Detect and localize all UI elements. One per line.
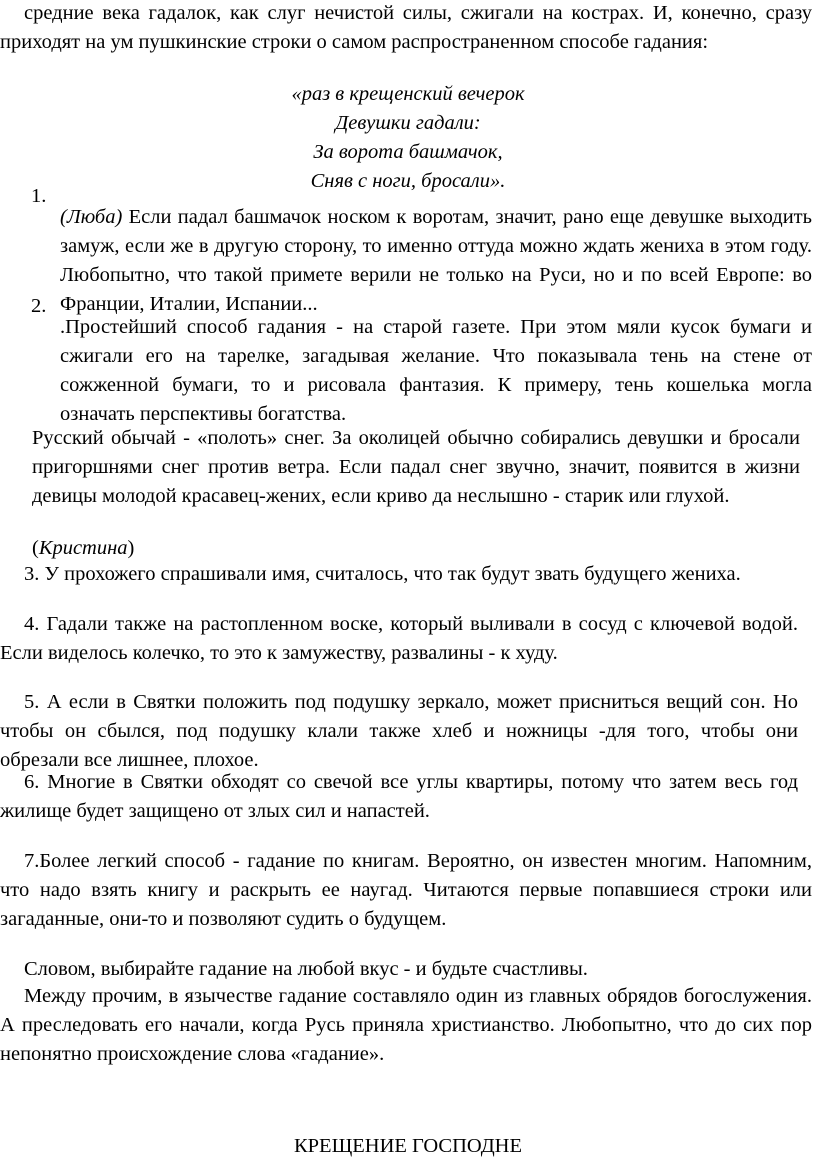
closing-sentence: Словом, выбирайте гадание на любой вкус - и будьте счастливы. (24, 958, 588, 980)
section-heading: КРЕЩЕНИЕ ГОСПОДНЕ (293, 1135, 523, 1157)
credit-line (32, 534, 134, 563)
item-paragraph: 4. Гадали также на растопленном воске, который выливали в сосуд с ключевой водой. Если виделось колечко, то это к замужеству, развалины - к худу. (0, 613, 798, 664)
list-item-body: Если падал башмачок носком к воротам, значит, рано еще девушке выходить замуж, если же в другую сторону, то именно оттуда можно ждать жениха в этом году. Любопытно, что такой примете верили не только на Руси, но и по всей Европе: во Франции, Италии, Испании... (60, 205, 812, 315)
poem-line: За ворота башмачок, (313, 141, 503, 163)
credit-open: ( (32, 537, 39, 559)
poem-line: «раз в крещенский вечерок (291, 83, 525, 105)
poem-quote (0, 80, 816, 196)
list-number: 2. (31, 295, 47, 317)
closing-paragraph: Между прочим, в язычестве гадание составляло один из главных обрядов богослужения. А преследовать его начали, когда Русь приняла христианство. Любопытно, что до сих пор непонятно происхождение слова «гадание». (0, 985, 812, 1065)
item-paragraph: 7.Более легкий способ - гадание по книгам. Вероятно, он известен многим. Напомним, что надо взять книгу и раскрыть ее наугад. Читаются первые попавшиеся строки или загаданные, они-то и позволяют судить о будущем. (0, 850, 812, 930)
credit-close: ) (127, 537, 135, 559)
item-paragraph: 3. У прохожего спрашивали имя, считалось, что так будут звать будущего жениха. (24, 563, 741, 585)
item-paragraph: 6. Многие в Святки обходят со свечой все углы квартиры, потому что затем весь год жилище будет защищено от злых сил и напастей. (0, 771, 798, 822)
list-item-text (60, 203, 812, 319)
author-name: (Люба) (60, 205, 123, 228)
credit-name: Кристина (38, 537, 128, 559)
list-item-text: .Простейший способ гадания - на старой газете. При этом мяли кусок бумаги и сжигали его на тарелке, загадывая желание. Что показывала тень на стене от сожженной бумаги, то и рисовала фантазия. К примеру, тень кошелька могла означать перспективы богатства. (60, 315, 812, 425)
poem-line: Сняв с ноги, бросали». (310, 170, 506, 192)
poem-line: Девушки гадали: (335, 112, 481, 134)
custom-paragraph: Русский обычай - «полоть» снег. За околицей обычно собирались девушки и бросали пригоршнями снег против ветра. Если падал снег звучно, значит, появится в жизни девицы молодой красавец-жених, если криво да неслышно - старик или глухой. (32, 427, 800, 507)
intro-paragraph: средние века гадалок, как слуг нечистой силы, сжигали на кострах. И, конечно, сразу приходят на ум пушкинские строки о самом распространенном способе гадания: (0, 2, 812, 53)
list-number: 1. (31, 185, 47, 207)
item-paragraph: 5. А если в Святки положить под подушку зеркало, может присниться вещий сон. Но чтобы он сбылся, под подушку клали также хлеб и ножницы -для того, чтобы они обрезали все лишнее, плохое. (0, 691, 798, 771)
